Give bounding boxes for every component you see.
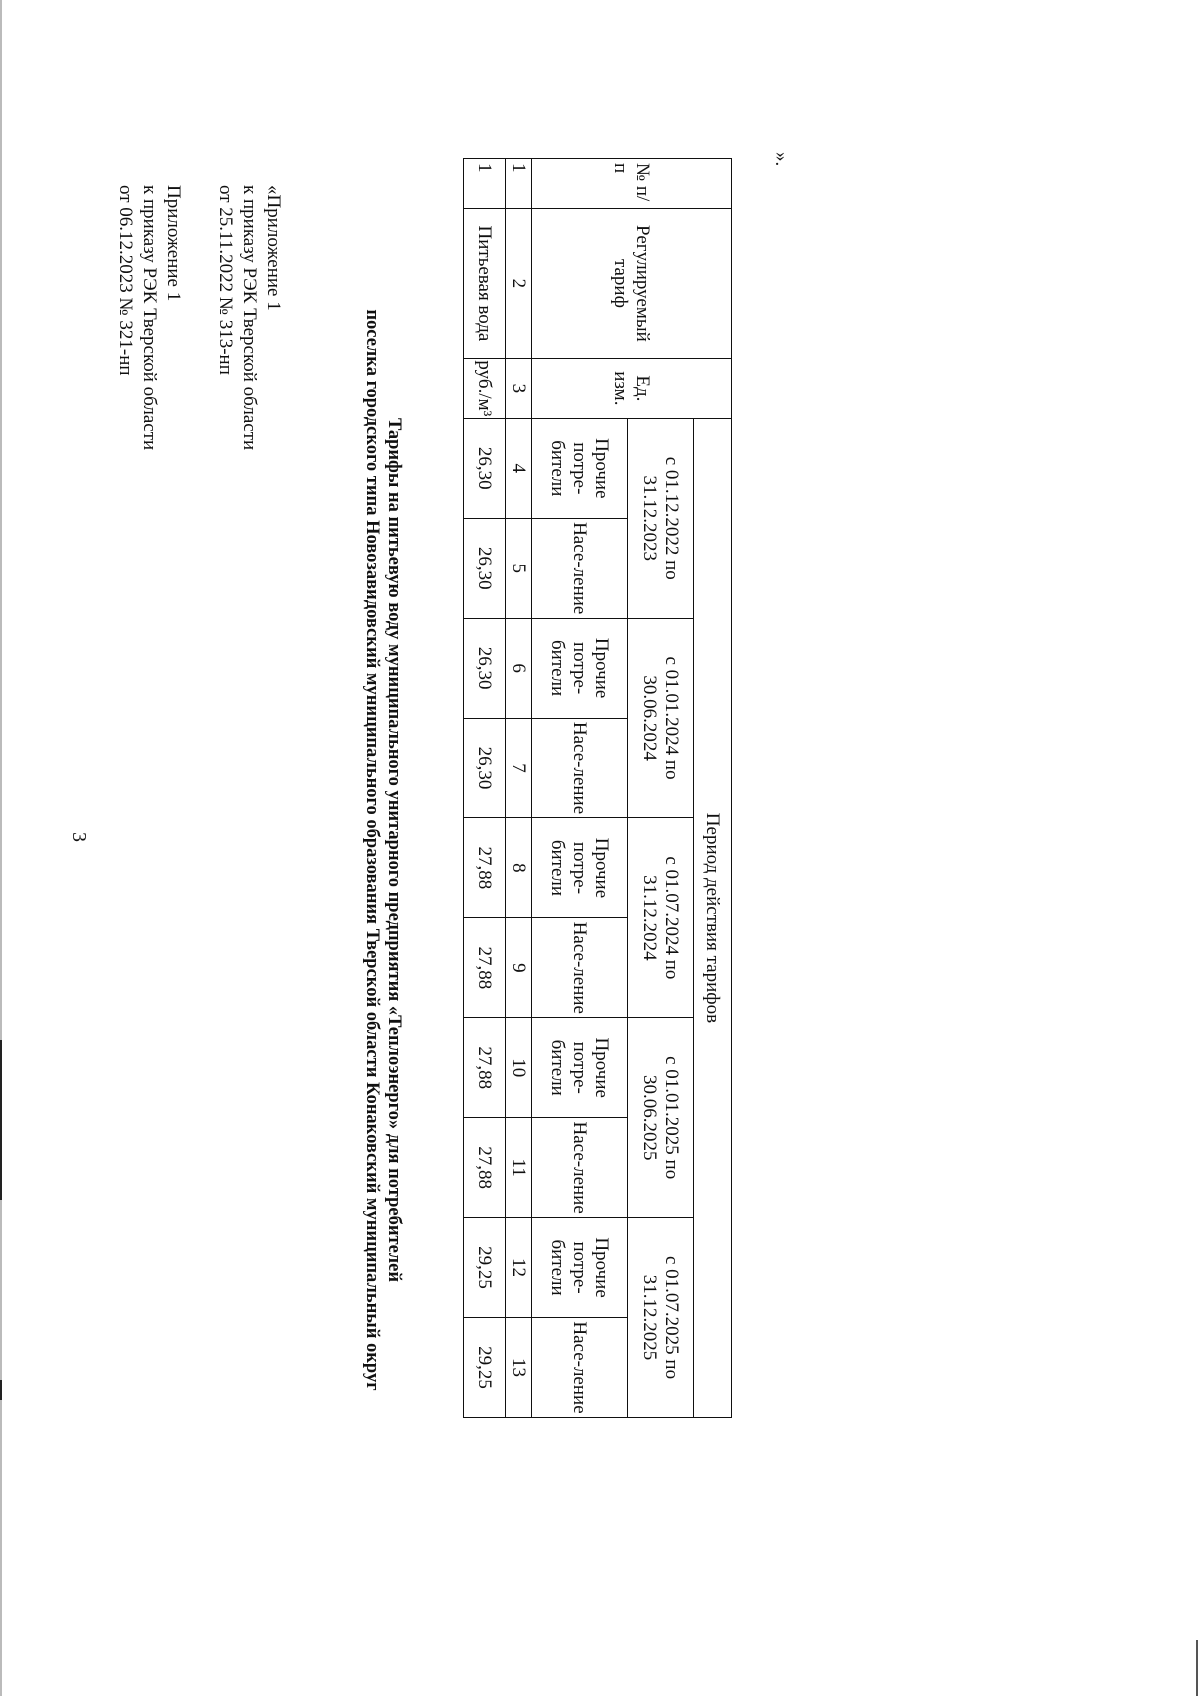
document-title: Тарифы на питьевую воду муниципального унитарного предприятия «Теплоэнерго» для потребителей bbox=[384, 417, 404, 1283]
subheader-other: Прочие потре-бители bbox=[532, 1218, 628, 1318]
scan-artifact-line bbox=[1196, 1640, 1198, 1696]
period-2: с 01.01.2024 по 30.06.2024 bbox=[628, 618, 694, 818]
index-cell: 1 bbox=[506, 159, 532, 209]
appendix-line: от 25.11.2022 № 313-нп bbox=[215, 185, 236, 375]
header-num: № п/п bbox=[532, 159, 732, 209]
index-cell: 6 bbox=[506, 618, 532, 718]
subheader-population: Насе-ление bbox=[532, 1118, 628, 1218]
header-tariff: Регулируемый тариф bbox=[532, 208, 732, 358]
index-cell: 9 bbox=[506, 918, 532, 1018]
subheader-other: Прочие потре-бители bbox=[532, 818, 628, 918]
tariff-value: 27,88 bbox=[464, 1118, 506, 1218]
row-tariff-name: Питьевая вода bbox=[464, 208, 506, 358]
tariff-value: 29,25 bbox=[464, 1218, 506, 1318]
row-num: 1 bbox=[464, 159, 506, 209]
scan-artifact-line bbox=[0, 0, 2, 1696]
appendix-line: к приказу РЭК Тверской области bbox=[139, 185, 160, 451]
tariff-table bbox=[463, 158, 732, 1418]
closing-quote-mark: ». bbox=[771, 152, 792, 167]
appendix-line: «Приложение 1 bbox=[263, 185, 284, 311]
index-cell: 4 bbox=[506, 418, 532, 518]
tariff-value: 29,25 bbox=[464, 1318, 506, 1418]
period-4: с 01.01.2025 по 30.06.2025 bbox=[628, 1018, 694, 1218]
subheader-population: Насе-ление bbox=[532, 518, 628, 618]
subheader-other: Прочие потре-бители bbox=[532, 618, 628, 718]
period-1: с 01.12.2022 по 31.12.2023 bbox=[628, 418, 694, 618]
appendix-line: от 06.12.2023 № 321-нп bbox=[115, 185, 136, 376]
tariff-value: 26,30 bbox=[464, 518, 506, 618]
document-subtitle: поселка городского типа Новозавидовский муниципального образования Тверской области Конаковский муниципальный округ bbox=[362, 309, 382, 1391]
index-cell: 8 bbox=[506, 818, 532, 918]
tariff-value: 26,30 bbox=[464, 718, 506, 818]
tariff-value: 27,88 bbox=[464, 818, 506, 918]
table-row bbox=[464, 159, 506, 1418]
tariff-table-wrapper bbox=[422, 158, 732, 1418]
tariff-value: 27,88 bbox=[464, 1018, 506, 1118]
page-number: 3 bbox=[68, 832, 90, 842]
index-cell: 13 bbox=[506, 1318, 532, 1418]
tariff-value: 27,88 bbox=[464, 918, 506, 1018]
period-5: с 01.07.2025 по 31.12.2025 bbox=[628, 1218, 694, 1418]
index-row bbox=[506, 159, 532, 1418]
subheader-other: Прочие потре-бители bbox=[532, 418, 628, 518]
tariff-value: 26,30 bbox=[464, 618, 506, 718]
index-cell: 11 bbox=[506, 1118, 532, 1218]
subheader-population: Насе-ление bbox=[532, 718, 628, 818]
index-cell: 5 bbox=[506, 518, 532, 618]
appendix-reference-old bbox=[213, 185, 285, 450]
appendix-reference-new bbox=[113, 185, 185, 450]
index-cell: 3 bbox=[506, 358, 532, 418]
period-3: с 01.07.2024 по 31.12.2024 bbox=[628, 818, 694, 1018]
index-cell: 12 bbox=[506, 1218, 532, 1318]
appendix-line: Приложение 1 bbox=[163, 185, 184, 302]
header-period: Период действия тарифов bbox=[694, 418, 732, 1417]
subheader-population: Насе-ление bbox=[532, 918, 628, 1018]
index-cell: 7 bbox=[506, 718, 532, 818]
row-unit: руб./м³ bbox=[464, 358, 506, 418]
scan-artifact-line bbox=[0, 1040, 2, 1200]
subheader-other: Прочие потре-бители bbox=[532, 1018, 628, 1118]
header-unit: Ед. изм. bbox=[532, 358, 732, 418]
index-cell: 2 bbox=[506, 208, 532, 358]
appendix-line: к приказу РЭК Тверской области bbox=[239, 185, 260, 451]
scan-artifact-line bbox=[0, 1380, 2, 1400]
subheader-population: Насе-ление bbox=[532, 1318, 628, 1418]
tariff-value: 26,30 bbox=[464, 418, 506, 518]
index-cell: 10 bbox=[506, 1018, 532, 1118]
